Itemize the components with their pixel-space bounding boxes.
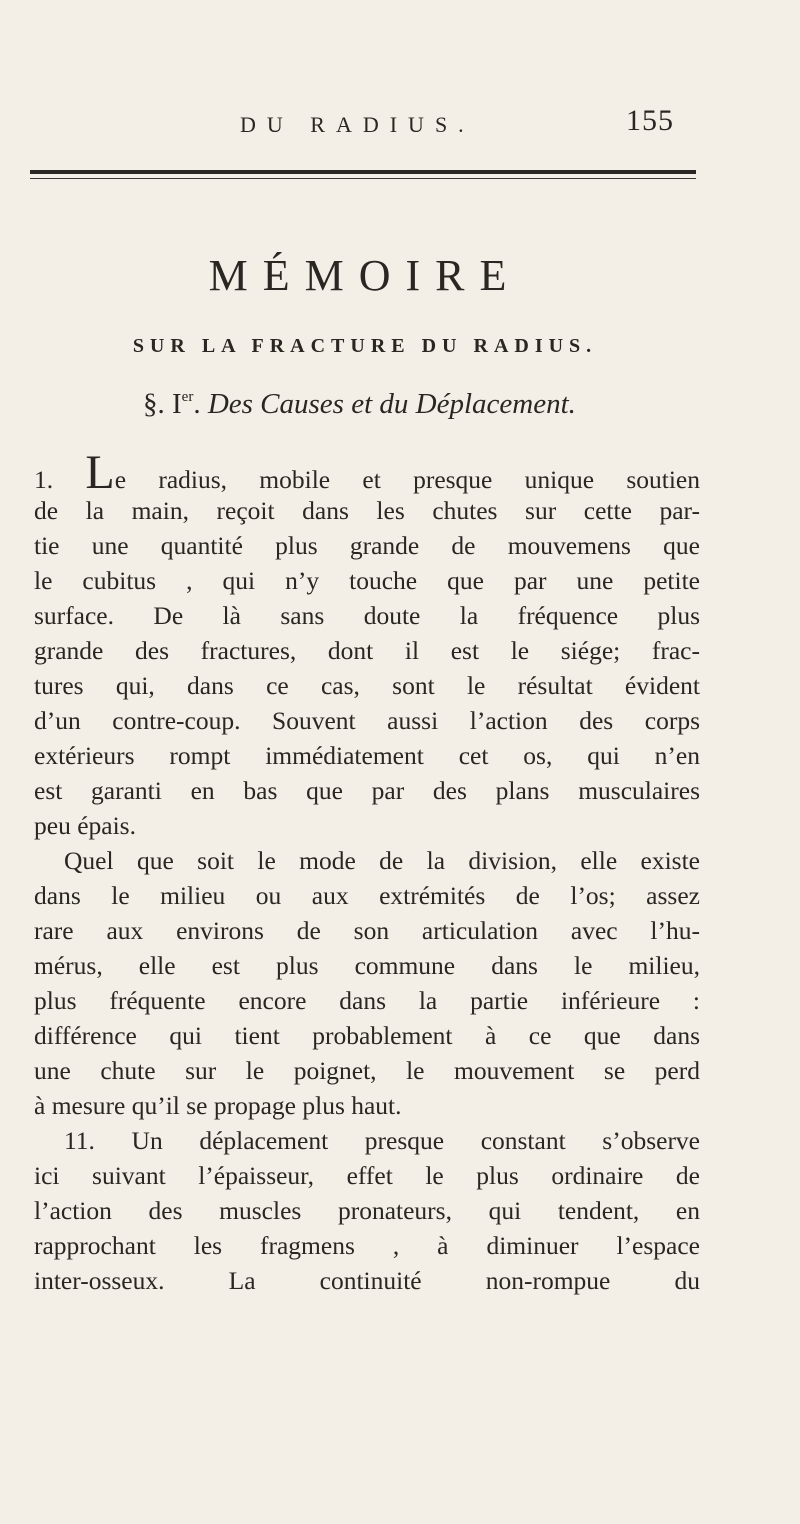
text-line: le cubitus , qui n’y touche que par une petite bbox=[34, 566, 700, 595]
section-title: Des Causes et du Déplacement. bbox=[207, 388, 576, 420]
memoir-subtitle: SUR LA FRACTURE DU RADIUS. bbox=[132, 335, 598, 357]
text-line: inter-osseux. La continuité non-rompue du bbox=[34, 1266, 700, 1295]
text-line: rapprochant les fragmens , à diminuer l’espace bbox=[34, 1231, 700, 1260]
text-line: rare aux environs de son articulation avec l’hu- bbox=[34, 916, 700, 945]
text-line: différence qui tient probablement à ce que dans bbox=[34, 1021, 700, 1050]
text-line: peu épais. bbox=[34, 811, 136, 840]
text-line: extérieurs rompt immédiatement cet os, qui n’en bbox=[34, 741, 700, 770]
text-line: à mesure qu’il se propage plus haut. bbox=[34, 1091, 402, 1120]
text-line: tures qui, dans ce cas, sont le résultat évident bbox=[34, 671, 700, 700]
text-line: est garanti en bas que par des plans musculaires bbox=[34, 776, 700, 805]
text-line: tie une quantité plus grande de mouvemens que bbox=[34, 531, 700, 560]
text-line: 1. Le radius, mobile et presque unique soutien bbox=[34, 446, 700, 499]
paragraph-number: 1. bbox=[34, 465, 54, 494]
page-number: 155 bbox=[626, 104, 674, 137]
body-text bbox=[34, 446, 700, 1298]
text-line: Quel que soit le mode de la division, elle existe bbox=[64, 846, 700, 875]
text-line: mérus, elle est plus commune dans le milieu, bbox=[34, 951, 700, 980]
section-ordinal-sup: er bbox=[181, 389, 194, 405]
text-line: grande des fractures, dont il est le siége; frac- bbox=[34, 636, 700, 665]
section-ordinal: I bbox=[172, 388, 182, 420]
text-line: d’un contre-coup. Souvent aussi l’action des corps bbox=[34, 706, 700, 735]
section-symbol: §. bbox=[143, 388, 165, 420]
text-line: surface. De là sans doute la fréquence plus bbox=[34, 601, 700, 630]
text-line: dans le milieu ou aux extrémités de l’os; assez bbox=[34, 881, 700, 910]
dropcap-letter: L bbox=[85, 446, 115, 499]
running-head: DU RADIUS. bbox=[240, 112, 475, 137]
header-rule-thin bbox=[30, 178, 696, 179]
text-line: l’action des muscles pronateurs, qui tendent, en bbox=[34, 1196, 700, 1225]
text-line: une chute sur le poignet, le mouvement se perd bbox=[34, 1056, 700, 1085]
text-line: de la main, reçoit dans les chutes sur cette par- bbox=[34, 496, 700, 525]
text-line: 11. Un déplacement presque constant s’observe bbox=[64, 1126, 700, 1155]
header-rule-thick bbox=[30, 170, 696, 174]
memoir-title: MÉMOIRE bbox=[208, 251, 522, 300]
section-heading: §. Ier. Des Causes et du Déplacement. bbox=[143, 388, 576, 420]
text-line: ici suivant l’épaisseur, effet le plus ordinaire de bbox=[34, 1161, 700, 1190]
text-line: plus fréquente encore dans la partie inférieure : bbox=[34, 986, 700, 1015]
